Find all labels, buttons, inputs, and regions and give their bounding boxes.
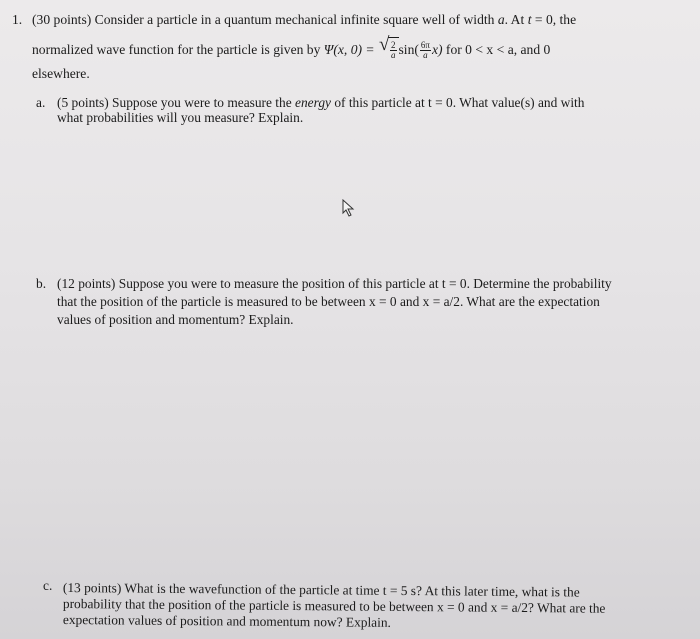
question-line1-mid: . At (504, 12, 525, 27)
part-a-line-2: what probabilities will you measure? Explain. (57, 110, 304, 125)
part-c-line-1: (13 points) What is the wavefunction of the particle at time t = 5 s? At this later time, what is the (62, 580, 580, 600)
energy-emphasis: energy (295, 95, 331, 110)
mouse-pointer-icon (341, 199, 357, 217)
part-b-line-3: values of position and momentum? Explain. (57, 312, 294, 327)
question-line-2 (32, 37, 550, 62)
part-b-line-2: that the position of the particle is measured to be between x = 0 and x = a/2. What are the expectation (57, 294, 600, 309)
wavefunction-lhs: Ψ(x, 0) = (323, 42, 375, 57)
part-c-line-2: probability that the position of the particle is measured to be between x = 0 and x = a/2? What are the (62, 596, 606, 616)
part-c-label: c. (43, 578, 53, 593)
sin-close: x) (431, 42, 443, 57)
question-line1-prefix: (30 points) Consider a particle in a quantum mechanical infinite square well of width (32, 12, 495, 27)
question-line1-suffix: = 0, the (534, 12, 577, 27)
question-line2-prefix: normalized wave function for the particle is given by (32, 42, 321, 57)
part-b-line-1: (12 points) Suppose you were to measure the position of this particle at t = 0. Determine the probability (57, 276, 612, 291)
question-line-1 (32, 12, 576, 28)
part-a-line-1: (5 points) Suppose you were to measure the energy of this particle at t = 0. What value(s) and with (57, 95, 585, 110)
question-line-3: elsewhere. (32, 66, 90, 81)
width-variable: a (497, 12, 505, 27)
sqrt-symbol (380, 37, 399, 62)
sin-fraction: $\frac{6\pi}{a}$ (420, 40, 430, 61)
part-c-line-3: expectation values of position and momentum now? Explain. (62, 612, 391, 630)
question-line2-domain: for 0 < x < a, and 0 (445, 42, 551, 57)
part-a-label: a. (36, 95, 46, 110)
sin-function: sin( (398, 42, 419, 57)
sqrt-fraction: √ $\frac{2}{a}$ (391, 40, 396, 61)
part-b-label: b. (36, 276, 47, 291)
time-variable: t (527, 12, 532, 27)
question-number: 1. (12, 12, 23, 27)
